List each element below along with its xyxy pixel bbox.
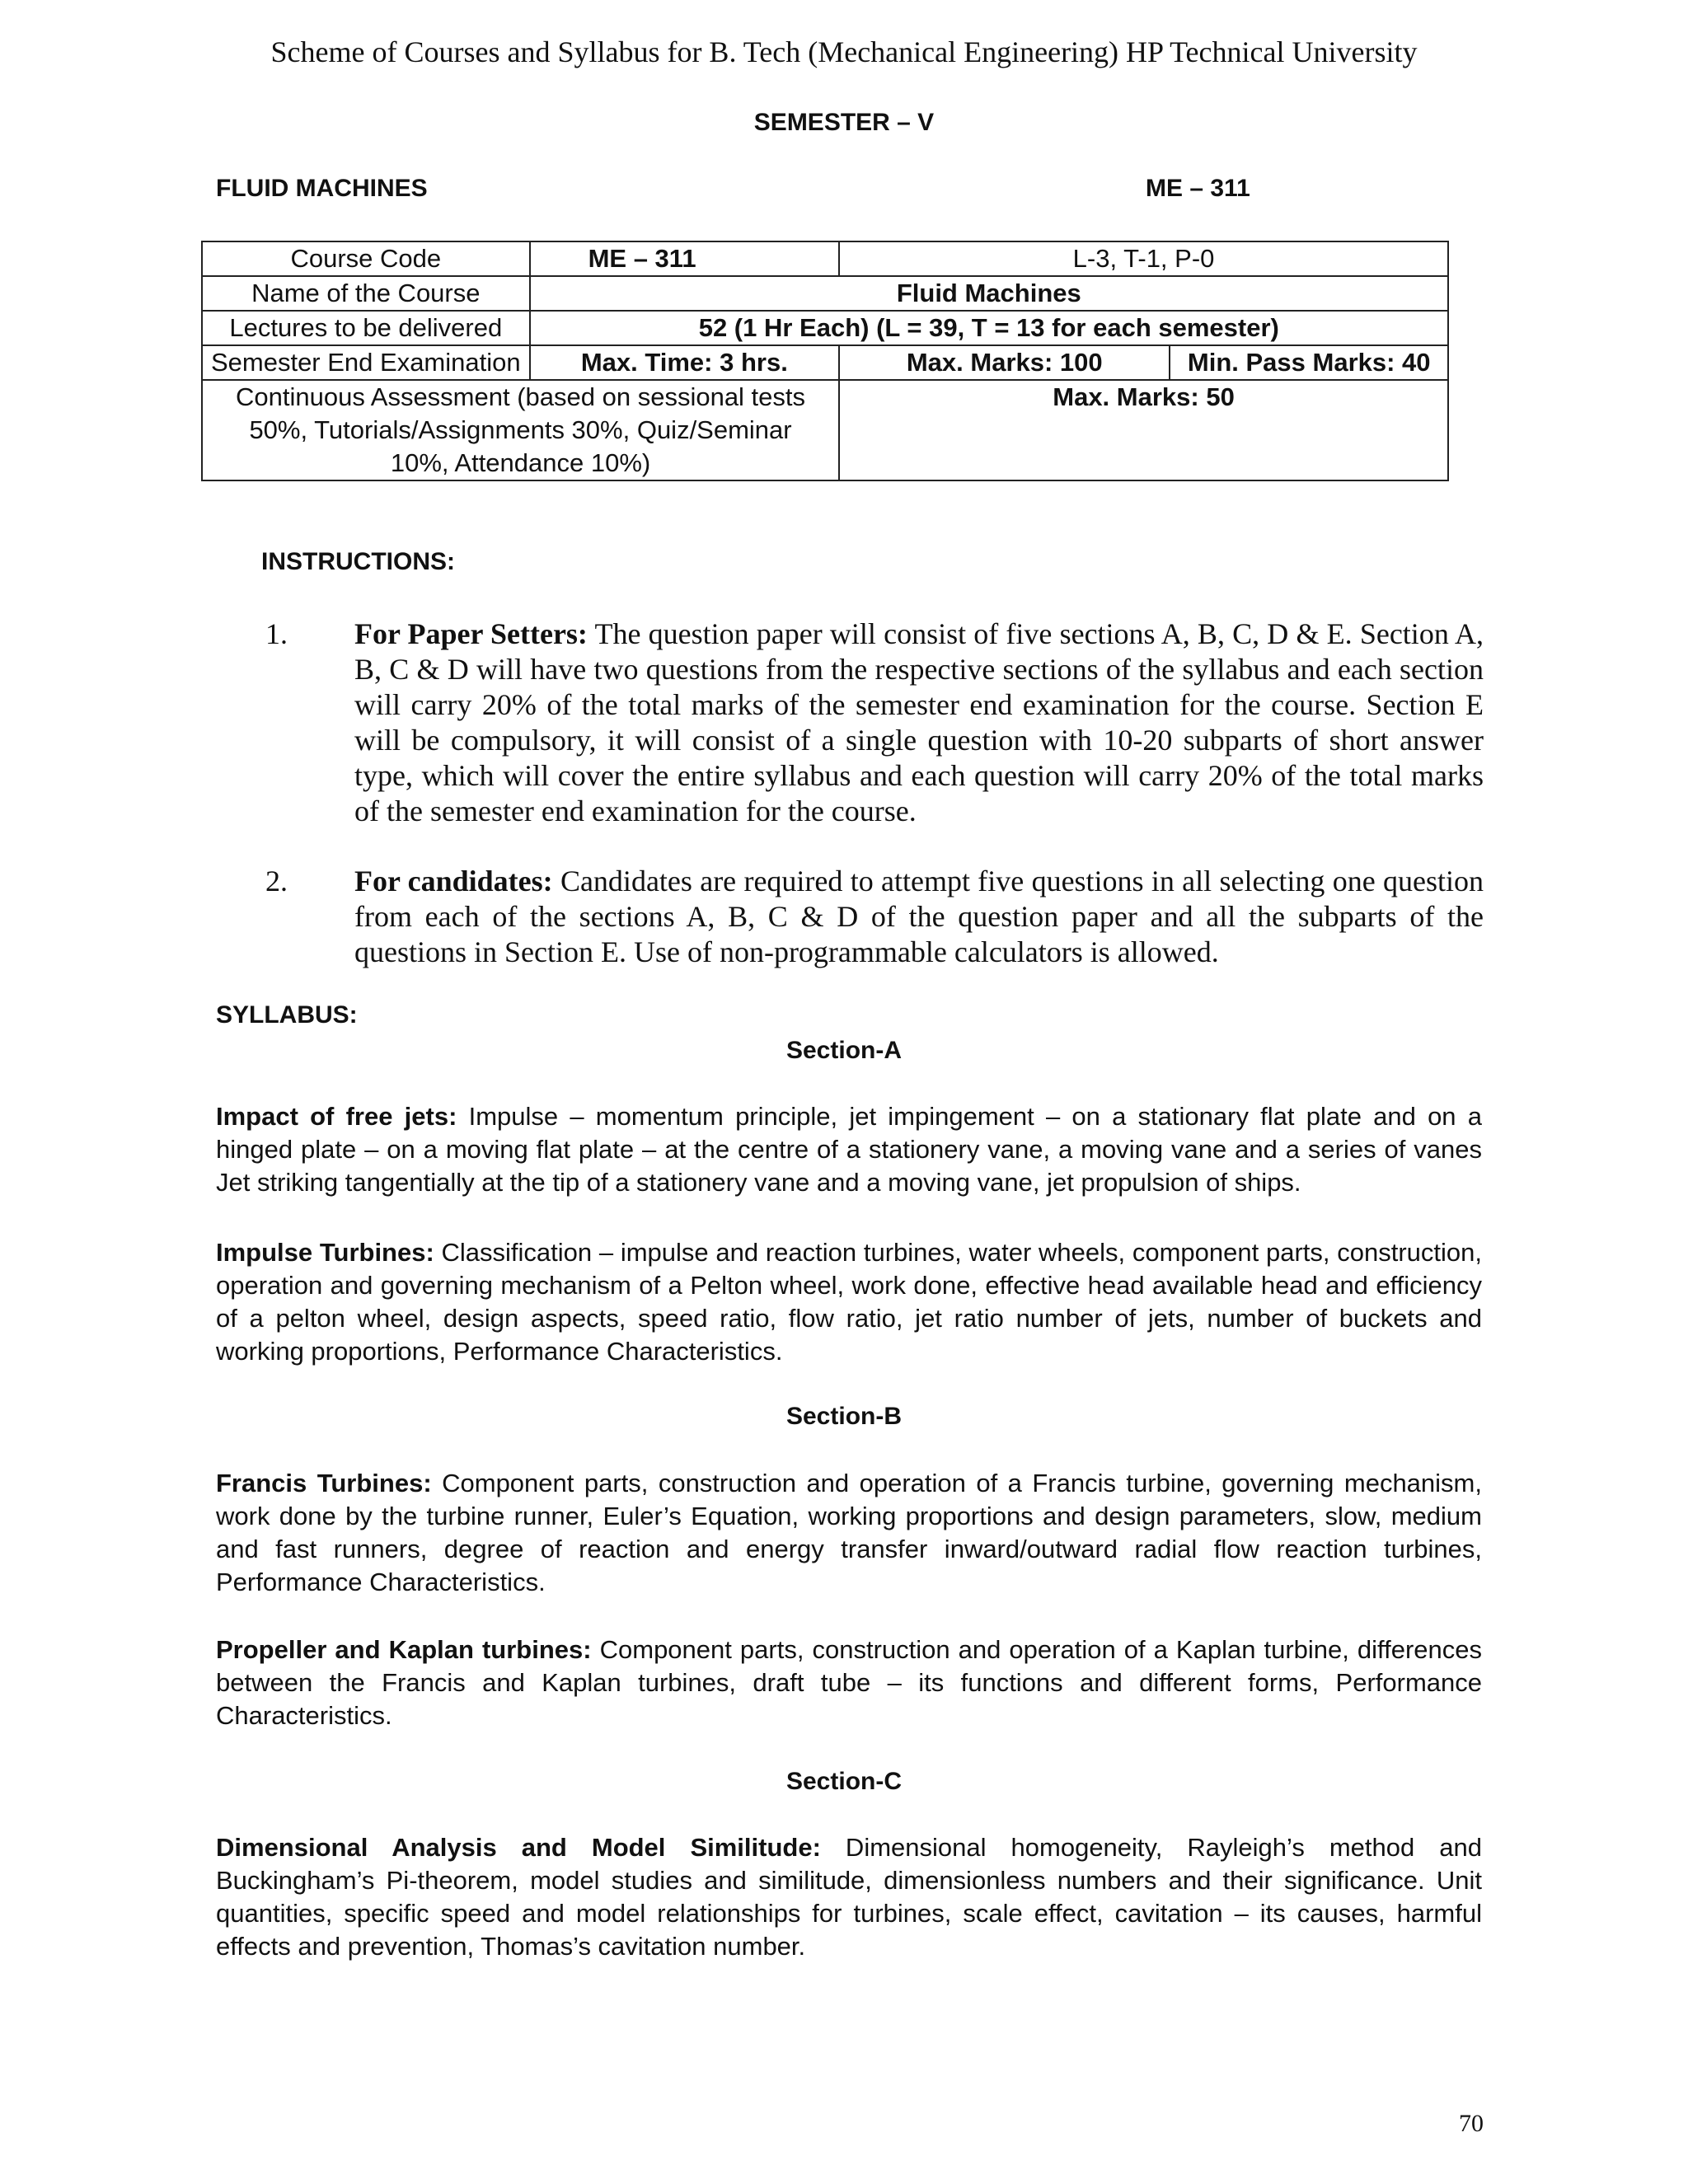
- instruction-number: 1.: [265, 617, 288, 650]
- topic-dimensional-analysis: [216, 1831, 1482, 1963]
- section-c-heading: Section-C: [785, 1768, 902, 1795]
- topic-impact-of-free-jets: [216, 1100, 1482, 1199]
- instruction-text: Candidates are required to attempt five questions in all selecting one question from each of the sections A, B, C & D of the question paper and all the subparts of the questions in Section E. Use of non-programmable calculators is allowed.: [354, 865, 1484, 968]
- topic-text: Component parts, construction and operation of a Kaplan turbine, differences between the Francis and Kaplan turbines, draft tube – its functions and different forms, Performance Characteristics.: [216, 1635, 1482, 1730]
- section-a-heading: Section-A: [785, 1037, 902, 1064]
- table-row: [202, 241, 1448, 276]
- instruction-number: 2.: [265, 865, 288, 898]
- semester-heading: SEMESTER – V: [753, 109, 935, 136]
- topic-text: Impulse – momentum principle, jet impingement – on a stationary flat plate and on a hinged plate – on a moving flat plate – at the centre of a stationery vane, a moving vane and a series of vanes Jet striking tangentially at the tip of a stationery vane and a moving vane, jet propulsion of ships.: [216, 1102, 1482, 1197]
- exam-label: Semester End Examination: [202, 345, 530, 380]
- table-row: [202, 311, 1448, 345]
- max-marks: Max. Marks: 100: [839, 345, 1170, 380]
- continuous-assessment-label: Continuous Assessment (based on sessional tests 50%, Tutorials/Assignments 30%, Quiz/Seminar 10%, Attendance 10%): [202, 380, 839, 480]
- topic-text: Dimensional homogeneity, Rayleigh’s method and Buckingham’s Pi-theorem, model studies and similitude, dimensionless numbers and their significance. Unit quantities, specific speed and model relationships for turbines, scale effect, cavitation – its causes, harmful effects and prevention, Thomas’s cavitation number.: [216, 1833, 1482, 1961]
- course-name-label: Name of the Course: [202, 276, 530, 311]
- continuous-assessment-marks: Max. Marks: 50: [839, 380, 1448, 480]
- topic-propeller-kaplan: [216, 1633, 1482, 1732]
- lectures-label: Lectures to be delivered: [202, 311, 530, 345]
- topic-title: Francis Turbines:: [216, 1469, 432, 1497]
- section-b-heading: Section-B: [785, 1403, 902, 1430]
- topic-francis-turbines: [216, 1467, 1482, 1599]
- topic-title: Dimensional Analysis and Model Similitude:: [216, 1833, 821, 1862]
- topic-text: Component parts, construction and operation of a Francis turbine, governing mechanism, work done by the turbine runner, Euler’s Equation, working proportions and design parameters, slow, medium and fast runners, degree of reaction and energy transfer inward/outward radial flow reaction turbines, Performance Characteristics.: [216, 1469, 1482, 1596]
- instruction-lead: For Paper Setters:: [354, 617, 588, 650]
- table-row: [202, 276, 1448, 311]
- instructions-heading: INSTRUCTIONS:: [261, 548, 455, 575]
- topic-title: Propeller and Kaplan turbines:: [216, 1635, 592, 1664]
- min-pass-marks: Min. Pass Marks: 40: [1170, 345, 1448, 380]
- syllabus-heading: SYLLABUS:: [216, 1001, 358, 1029]
- ltp-value: L-3, T-1, P-0: [839, 241, 1448, 276]
- course-code-label: Course Code: [202, 241, 530, 276]
- instruction-item: [354, 616, 1484, 829]
- page-header: Scheme of Courses and Syllabus for B. Tech (Mechanical Engineering) HP Technical University: [270, 35, 1418, 68]
- course-code-heading: ME – 311: [1146, 175, 1250, 202]
- topic-title: Impact of free jets:: [216, 1102, 457, 1131]
- page-number: 70: [1459, 2110, 1484, 2137]
- course-code-value: ME – 311: [530, 241, 840, 276]
- table-row: [202, 345, 1448, 380]
- topic-title: Impulse Turbines:: [216, 1238, 434, 1267]
- course-title: FLUID MACHINES: [216, 175, 428, 202]
- lectures-value: 52 (1 Hr Each) (L = 39, T = 13 for each semester): [530, 311, 1448, 345]
- instruction-lead: For candidates:: [354, 865, 553, 898]
- table-row: [202, 380, 1448, 480]
- instruction-item: [354, 864, 1484, 970]
- max-time: Max. Time: 3 hrs.: [530, 345, 840, 380]
- course-name-value: Fluid Machines: [530, 276, 1448, 311]
- topic-impulse-turbines: [216, 1236, 1482, 1368]
- course-info-table: [201, 241, 1449, 481]
- instruction-text: The question paper will consist of five sections A, B, C, D & E. Section A, B, C & D will have two questions from the respective sections of the syllabus and each section will carry 20% of the total marks of the semester end examination for the course. Section E will be compulsory, it will consist of a single question with 10-20 subparts of short answer type, which will cover the entire syllabus and each question will carry 20% of the total marks of the semester end examination for the course.: [354, 617, 1484, 827]
- topic-text: Classification – impulse and reaction turbines, water wheels, component parts, construction, operation and governing mechanism of a Pelton wheel, work done, effective head available head and efficiency of a pelton wheel, design aspects, speed ratio, flow ratio, jet ratio number of jets, number of buckets and working proportions, Performance Characteristics.: [216, 1238, 1482, 1366]
